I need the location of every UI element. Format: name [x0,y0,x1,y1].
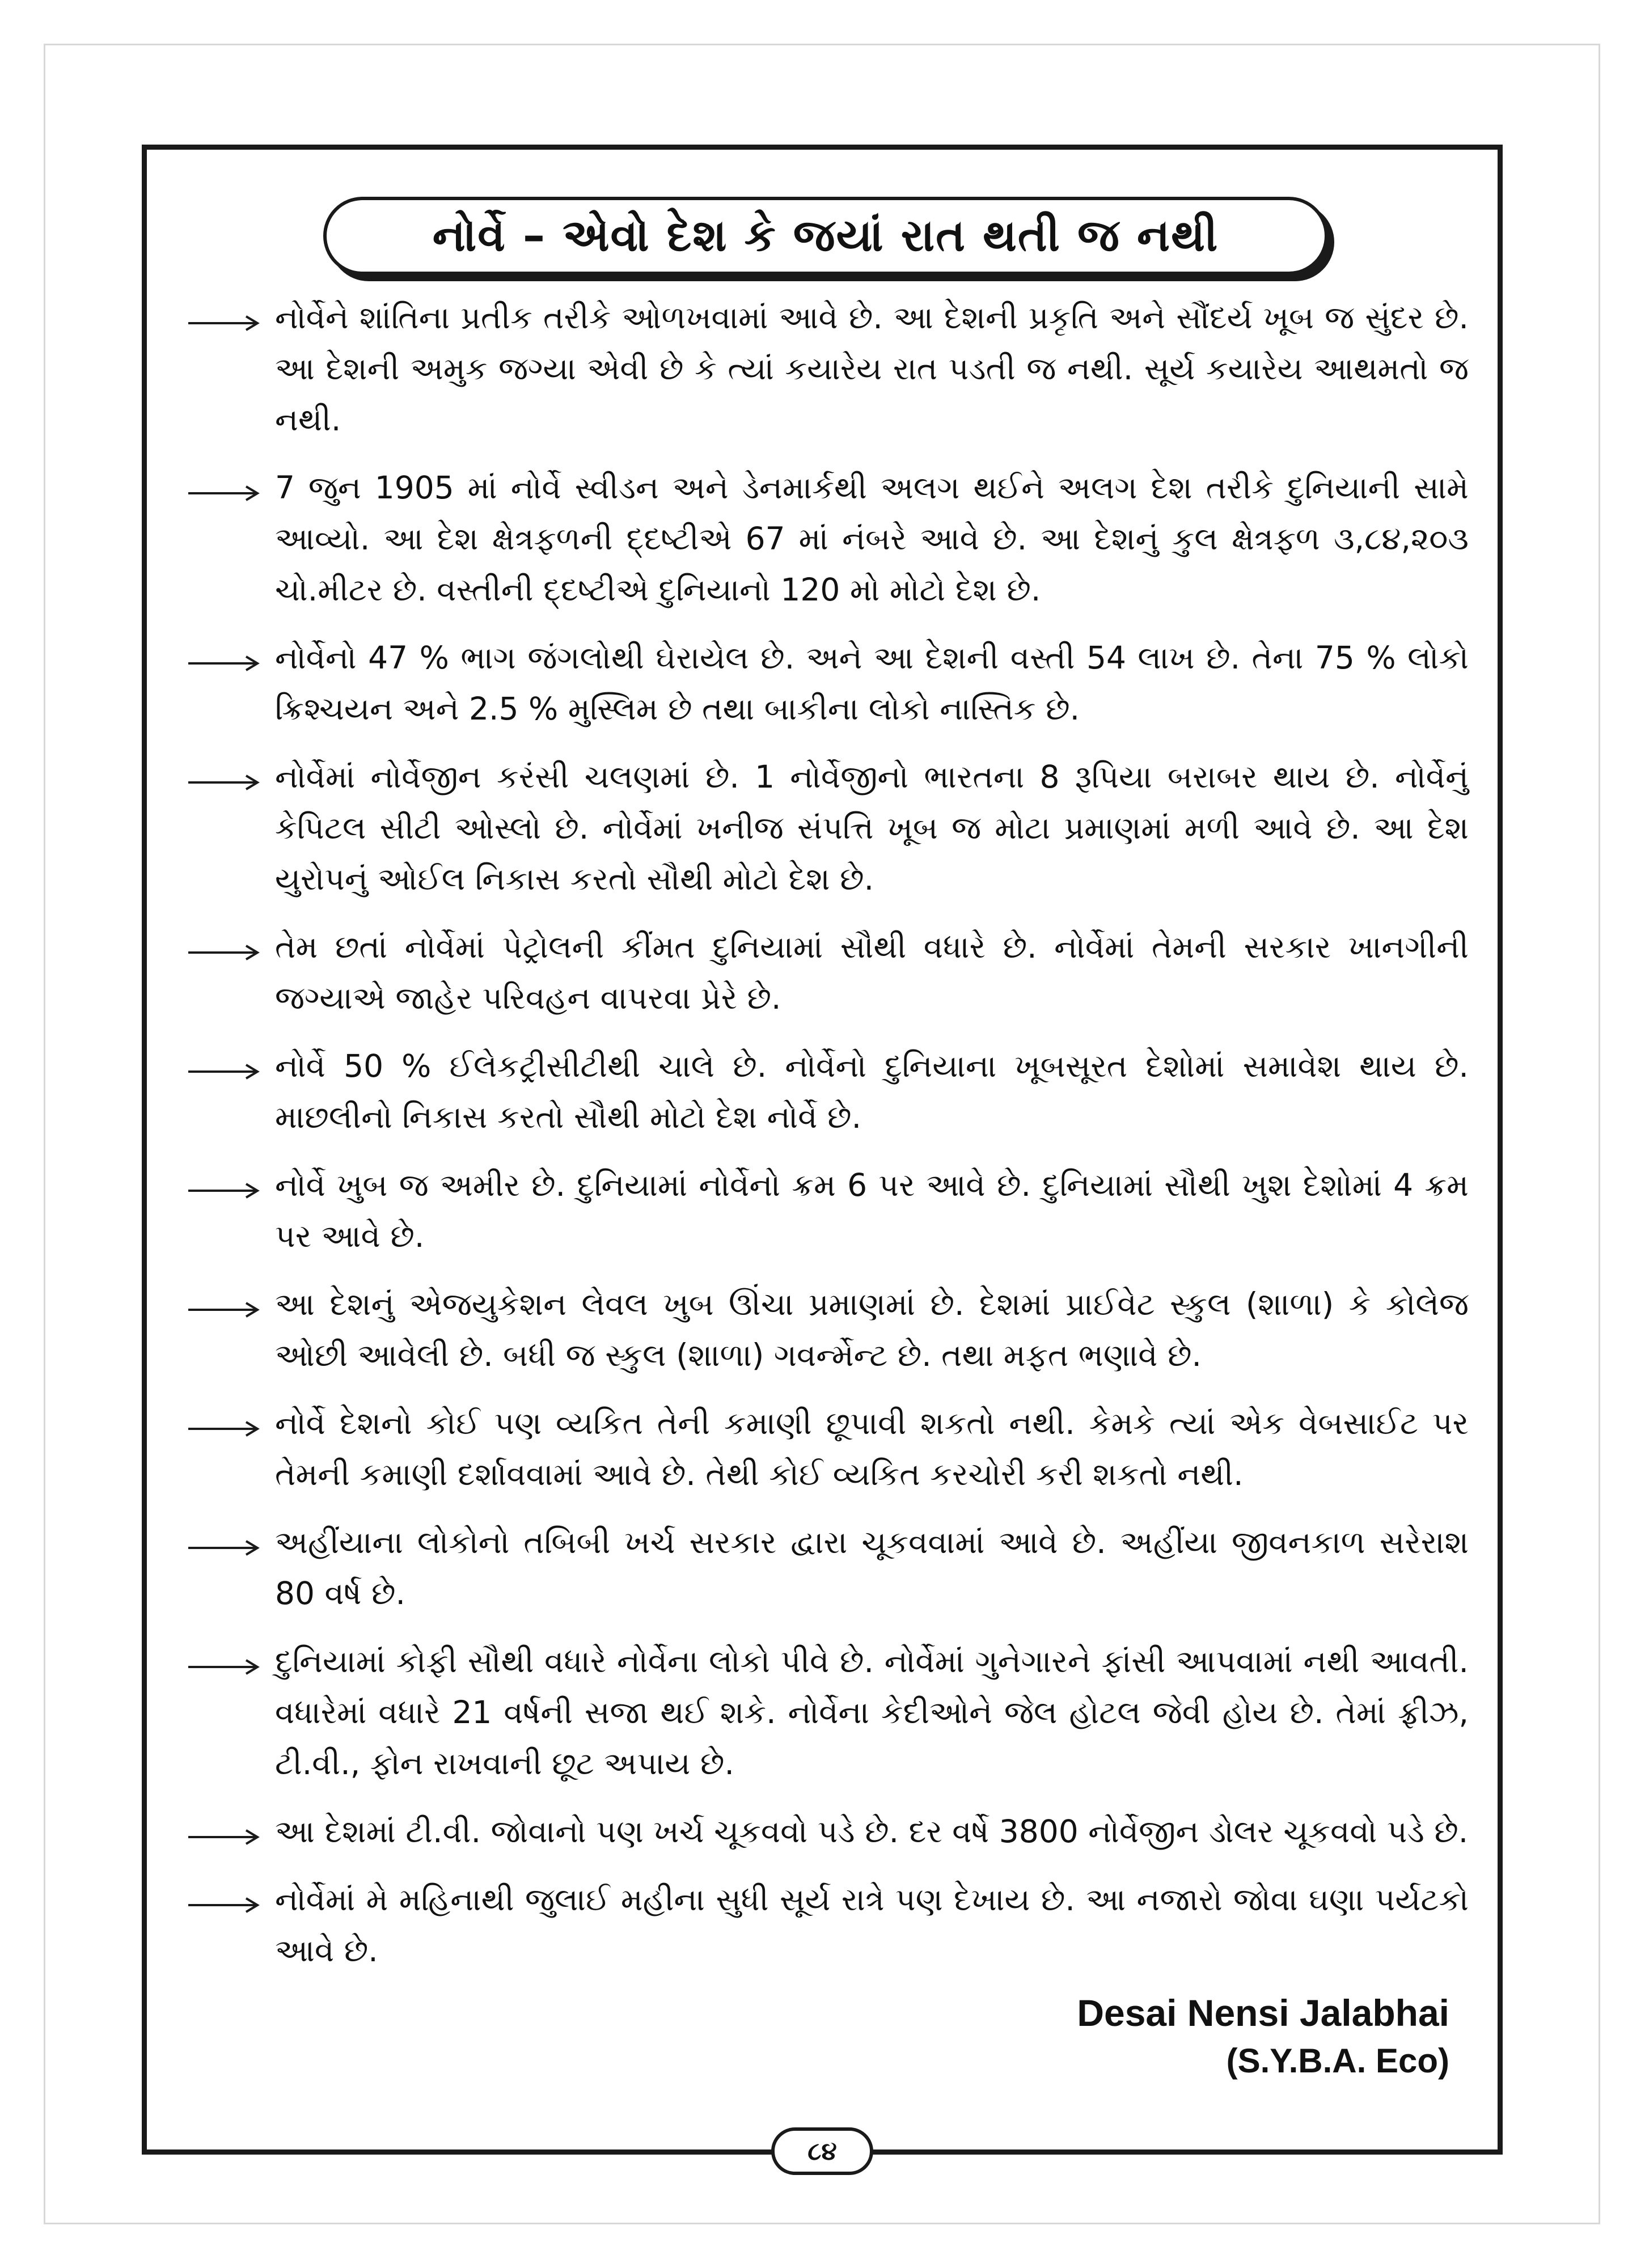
list-item-text: નોર્વેને શાંતિના પ્રતીક તરીકે ઓળખવામાં આવે છે. આ દેશની પ્રકૃતિ અને સૌંદર્ય ખૂબ જ સુંદર છે. આ દેશની અમુક જગ્યા એવી છે કે ત્યાં કયારેય રાત પડતી જ નથી. સૂર્ય કયારેય આથમતો જ નથી. [275,299,1469,438]
long-right-arrow-icon [181,1160,275,1211]
list-item-text: નોર્વે 50 % ઈલેકટ્રીસીટીથી ચાલે છે. નોર્વેનો દુનિયાના ખૂબસૂરત દેશોમાં સમાવેશ થાય છે. માછલીનો નિકાસ કરતો સૌથી મોટો દેશ નોર્વે છે. [275,1048,1469,1135]
list-item [181,1517,1469,1619]
title-banner [323,197,1328,275]
list-item [181,921,1469,1023]
page-title: નોર્વે – એવો દેશ કે જયાં રાત થતી જ નથી [432,210,1219,261]
list-item [181,751,1469,904]
list-item-text: 7 જુન 1905 માં નોર્વે સ્વીડન અને ડેનમાર્કથી અલગ થઈને અલગ દેશ તરીકે દુનિયાની સામે આવ્યો. આ દેશ ક્ષેત્રફળની દ્દષ્ટીએ 67 માં નંબરે આવે છે. આ દેશનું કુલ ક્ષેત્રફળ ૩,૮૪,૨૦૩ ચો.મીટર છે. વસ્તીની દ્દષ્ટીએ દુનિયાનો 120 મો મોટો દેશ છે. [275,469,1469,608]
author-name: Desai Nensi Jalabhai [1077,1992,1449,2034]
list-item-text: નોર્વે ખુબ જ અમીર છે. દુનિયામાં નોર્વેનો ક્રમ 6 પર આવે છે. દુનિયામાં સૌથી ખુશ દેશોમાં 4 ક્રમ પર આવે છે. [275,1167,1469,1254]
author-class: (S.Y.B.A. Eco) [1226,2042,1449,2080]
long-right-arrow-icon [181,632,275,683]
list-item [181,1160,1469,1262]
list-item [181,462,1469,615]
list-item-text: નોર્વેનો 47 % ભાગ જંગલોથી ઘેરાયેલ છે. અને આ દેશની વસ્તી 54 લાખ છે. તેના 75 % લોકો ક્રિશ્ચયન અને 2.5 % મુસ્લિમ છે તથા બાકીના લોકો નાસ્તિક છે. [275,640,1469,727]
list-item-text: તેમ છતાં નોર્વેમાં પેટ્રોલની કીંમત દુનિયામાં સૌથી વધારે છે. નોર્વેમાં તેમની સરકાર ખાનગીની જગ્યાએ જાહેર પરિવહન વાપરવા પ્રેરે છે. [275,929,1469,1016]
list-item [181,292,1469,445]
long-right-arrow-icon [181,921,275,972]
list-item [181,1874,1469,1976]
list-item [181,1398,1469,1500]
list-item-text: નોર્વે દેશનો કોઈ પણ વ્યકિત તેની કમાણી છૂપાવી શકતો નથી. કેમકે ત્યાં એક વેબસાઈટ પર તેમની કમાણી દર્શાવવામાં આવે છે. તેથી કોઈ વ્યકિત કરચોરી કરી શકતો નથી. [275,1405,1469,1492]
page-number-badge [771,2127,873,2175]
long-right-arrow-icon [181,1636,275,1687]
long-right-arrow-icon [181,292,275,343]
list-item [181,1040,1469,1143]
list-item-text: આ દેશમાં ટી.વી. જોવાનો પણ ખર્ચ ચૂકવવો પડે છે. દર વર્ષે 3800 નોર્વેજીન ડોલર ચૂકવવો પડે છે. [275,1813,1469,1850]
list-item [181,1279,1469,1381]
list-item-text: અહીંયાના લોકોનો તબિબી ખર્ચ સરકાર દ્વારા ચૂકવવામાં આવે છે. અહીંયા જીવનકાળ સરેરાશ 80 વર્ષ છે. [275,1524,1469,1611]
list-item [181,1636,1469,1789]
article-body [181,292,1469,1993]
list-item-text: નોર્વેમાં મે મહિનાથી જુલાઈ મહીના સુધી સૂર્ય રાત્રે પણ દેખાય છે. આ નજારો જોવા ઘણા પર્યટકો આવે છે. [275,1881,1469,1969]
long-right-arrow-icon [181,1040,275,1091]
list-item [181,632,1469,734]
long-right-arrow-icon [181,1874,275,1925]
long-right-arrow-icon [181,1806,275,1857]
long-right-arrow-icon [181,751,275,802]
page-number: ૮૪ [807,2136,837,2166]
long-right-arrow-icon [181,1279,275,1330]
long-right-arrow-icon [181,1398,275,1449]
author-signature [1077,1987,1449,2084]
list-item-text: દુનિયામાં કોફી સૌથી વધારે નોર્વેના લોકો પીવે છે. નોર્વેમાં ગુનેગારને ફાંસી આપવામાં નથી આવતી. વધારેમાં વધારે 21 વર્ષની સજા થઈ શકે. નોર્વેના કેદીઓને જેલ હોટલ જેવી હોય છે. તેમાં ફ્રીઝ, ટી.વી., ફોન રાખવાની છૂટ અપાય છે. [275,1643,1469,1782]
list-item [181,1806,1469,1857]
long-right-arrow-icon [181,1517,275,1568]
list-item-text: આ દેશનું એજયુકેશન લેવલ ખુબ ઊંચા પ્રમાણમાં છે. દેશમાં પ્રાઈવેટ સ્કુલ (શાળા) કે કોલેજ ઓછી આવેલી છે. બધી જ સ્કુલ (શાળા) ગવર્ન્મેન્ટ છે. તથા મફત ભણાવે છે. [275,1286,1469,1373]
list-item-text: નોર્વેમાં નોર્વેજીન કરંસી ચલણમાં છે. 1 નોર્વેજીનો ભારતના 8 રૂપિયા બરાબર થાય છે. નોર્વેનું કેપિટલ સીટી ઓસ્લો છે. નોર્વેમાં ખનીજ સંપત્તિ ખૂબ જ મોટા પ્રમાણમાં મળી આવે છે. આ દેશ યુરોપનું ઓઈલ નિકાસ કરતો સૌથી મોટો દેશ છે. [275,759,1469,897]
long-right-arrow-icon [181,462,275,513]
